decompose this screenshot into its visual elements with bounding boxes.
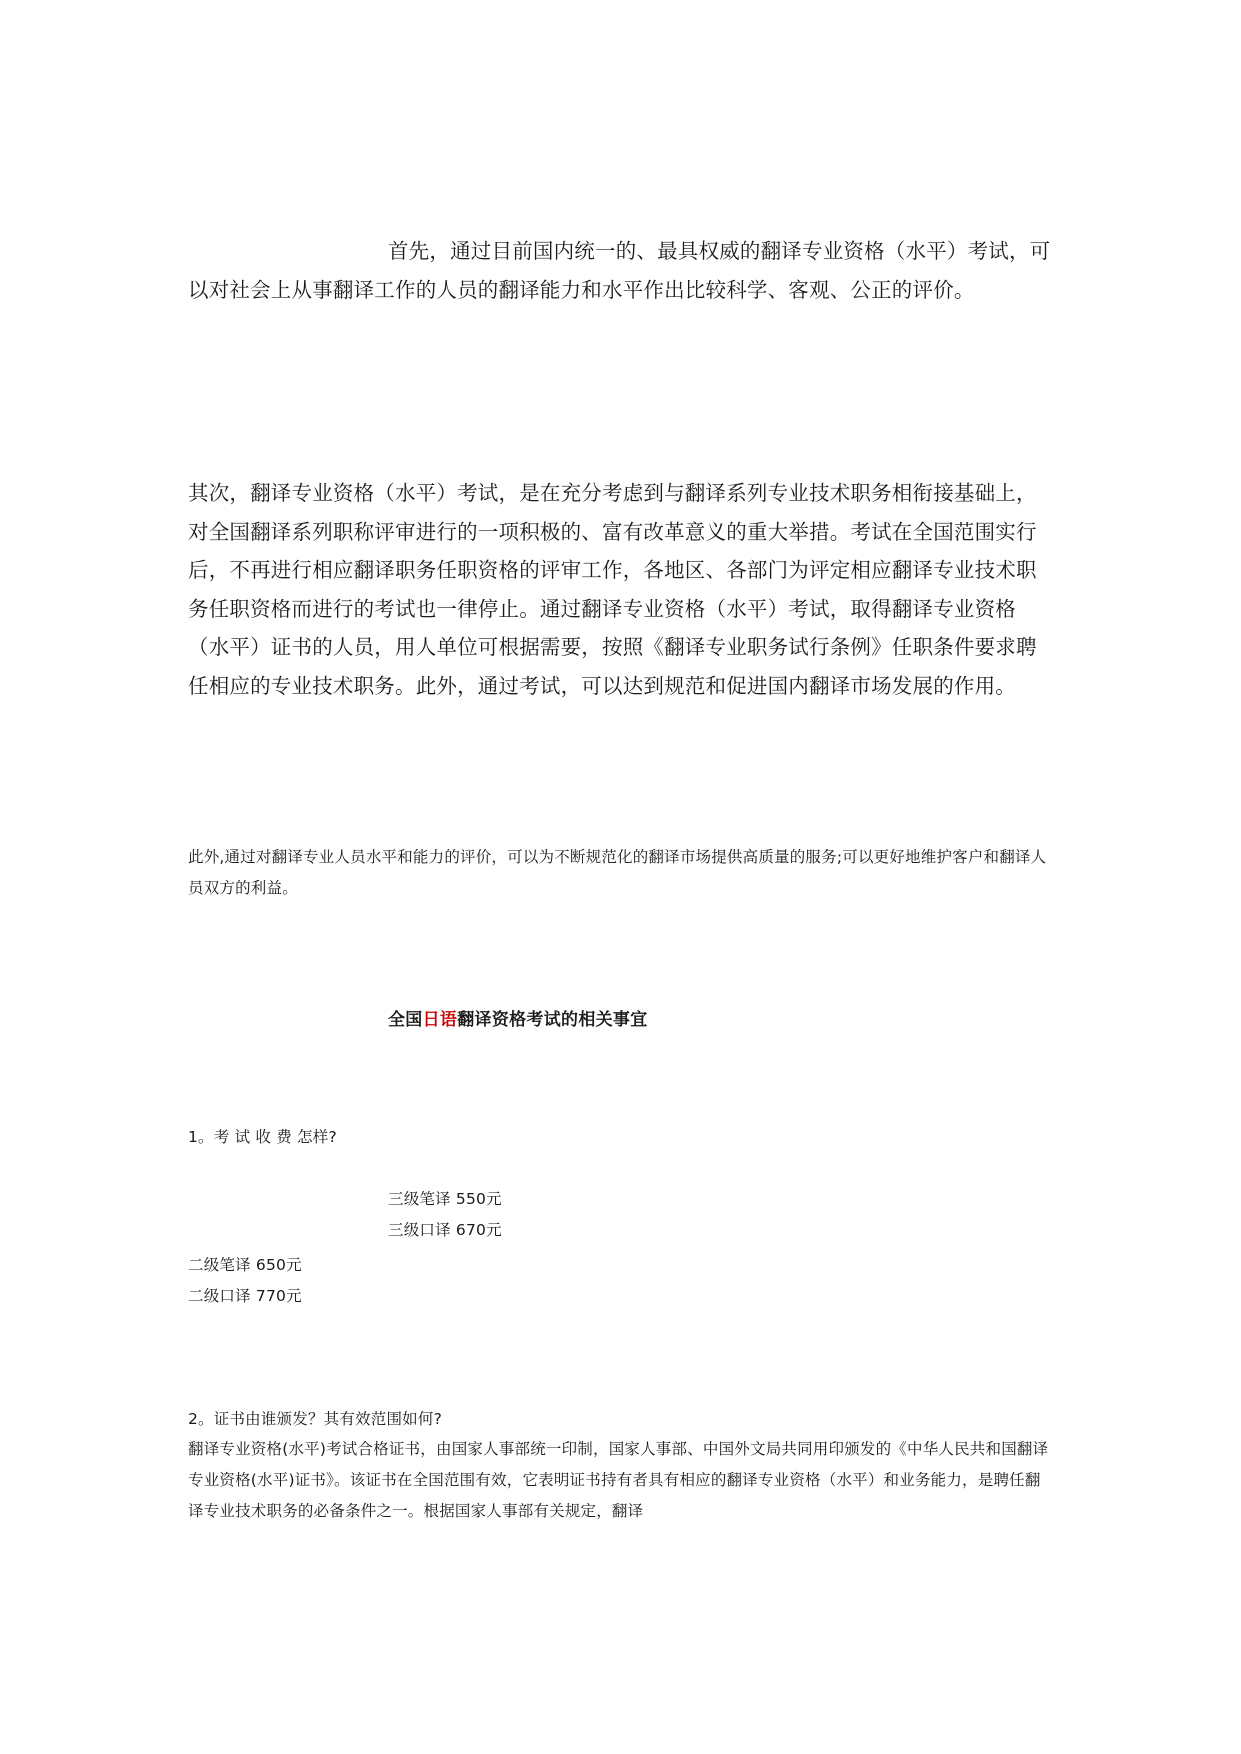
heading-suffix: 翻译资格考试的相关事宜 <box>457 1010 648 1030</box>
paragraph-reform: 其次，翻译专业资格（水平）考试，是在充分考虑到与翻译系列专业技术职务相衔接基础上，对全国翻译系列职称评审进行的一项积极的、富有改革意义的重大举措。考试在全国范围实行后，不再进行相应翻译职务任职资格的评审工作，各地区、各部门为评定相应翻译专业技术职务任职资格而进行的考试也一律停止。通过翻译专业资格（水平）考试，取得翻译专业资格（水平）证书的人员，用人单位可根据需要，按照《翻译专业职务试行条例》任职条件要求聘任相应的专业技术职务。此外，通过考试，可以达到规范和促进国内翻译市场发展的作用。 <box>188 481 1037 698</box>
fee-item: 二级口译 770元 <box>188 1287 302 1305</box>
fee-item: 二级笔译 650元 <box>188 1256 302 1274</box>
fee-list-level3 <box>388 1184 688 1246</box>
fee-list-level2 <box>188 1250 1056 1312</box>
section-heading <box>388 1005 648 1030</box>
paragraph-market-benefit: 此外,通过对翻译专业人员水平和能力的评价，可以为不断规范化的翻译市场提供高质量的服务;可以更好地维护客户和翻译人员双方的利益。 <box>188 848 1047 897</box>
answer-certificate: 翻译专业资格(水平)考试合格证书，由国家人事部统一印制，国家人事部、中国外文局共同用印颁发的《中华人民共和国翻译专业资格(水平)证书》。该证书在全国范围有效，它表明证书持有者具有相应的翻译专业资格（水平）和业务能力，是聘任翻译专业技术职务的必备条件之一。根据国家人事部有关规定，翻译 <box>188 1440 1049 1520</box>
heading-accent-link[interactable]: 日语 <box>422 1010 458 1030</box>
fee-item: 三级笔译 550元 <box>388 1190 502 1208</box>
question-fees: 1。考 试 收 费 怎样? <box>188 1128 337 1146</box>
fee-item: 三级口译 670元 <box>388 1221 502 1239</box>
paragraph-evaluation: 首先，通过目前国内统一的、最具权威的翻译专业资格（水平）考试，可以对社会上从事翻译工作的人员的翻译能力和水平作出比较科学、客观、公正的评价。 <box>188 239 1051 302</box>
heading-prefix: 全国 <box>388 1010 423 1030</box>
question-certificate: 2。证书由谁颁发？其有效范围如何? <box>188 1410 442 1428</box>
